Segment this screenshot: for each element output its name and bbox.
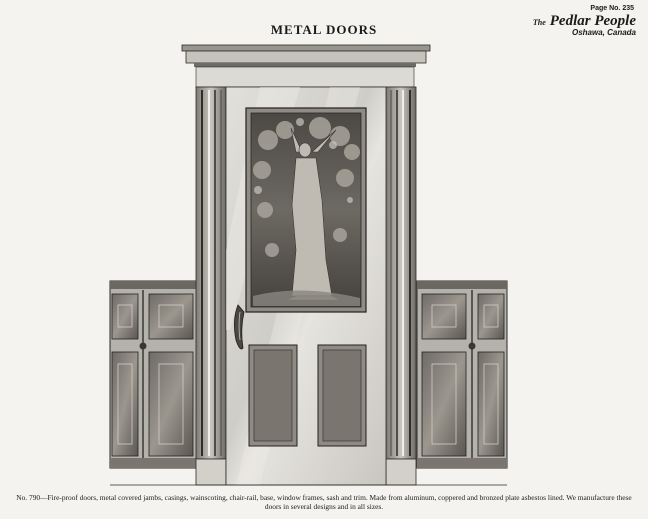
brand-name: Pedlar People — [549, 13, 636, 29]
page-title: METAL DOORS — [270, 22, 378, 37]
brand-prefix: The — [532, 18, 546, 27]
brand-location: Oshawa, Canada — [571, 28, 636, 37]
door-cornice — [182, 45, 430, 87]
figure-caption: No. 790—Fire-proof doors, metal covered jambs, casings, wainscoting, chair-rail, base, window frames, sash and trim. Made from aluminum, coppered and bronzed plate asbestos lined. We manufacture these doors in several designs and in all sizes. — [16, 493, 632, 511]
left-wainscot — [110, 281, 198, 468]
right-door-casing — [386, 87, 416, 485]
page-number: Page No. 235 — [590, 5, 634, 12]
relief-panel — [246, 108, 366, 312]
left-door-casing — [196, 87, 226, 485]
right-wainscot — [417, 281, 507, 468]
